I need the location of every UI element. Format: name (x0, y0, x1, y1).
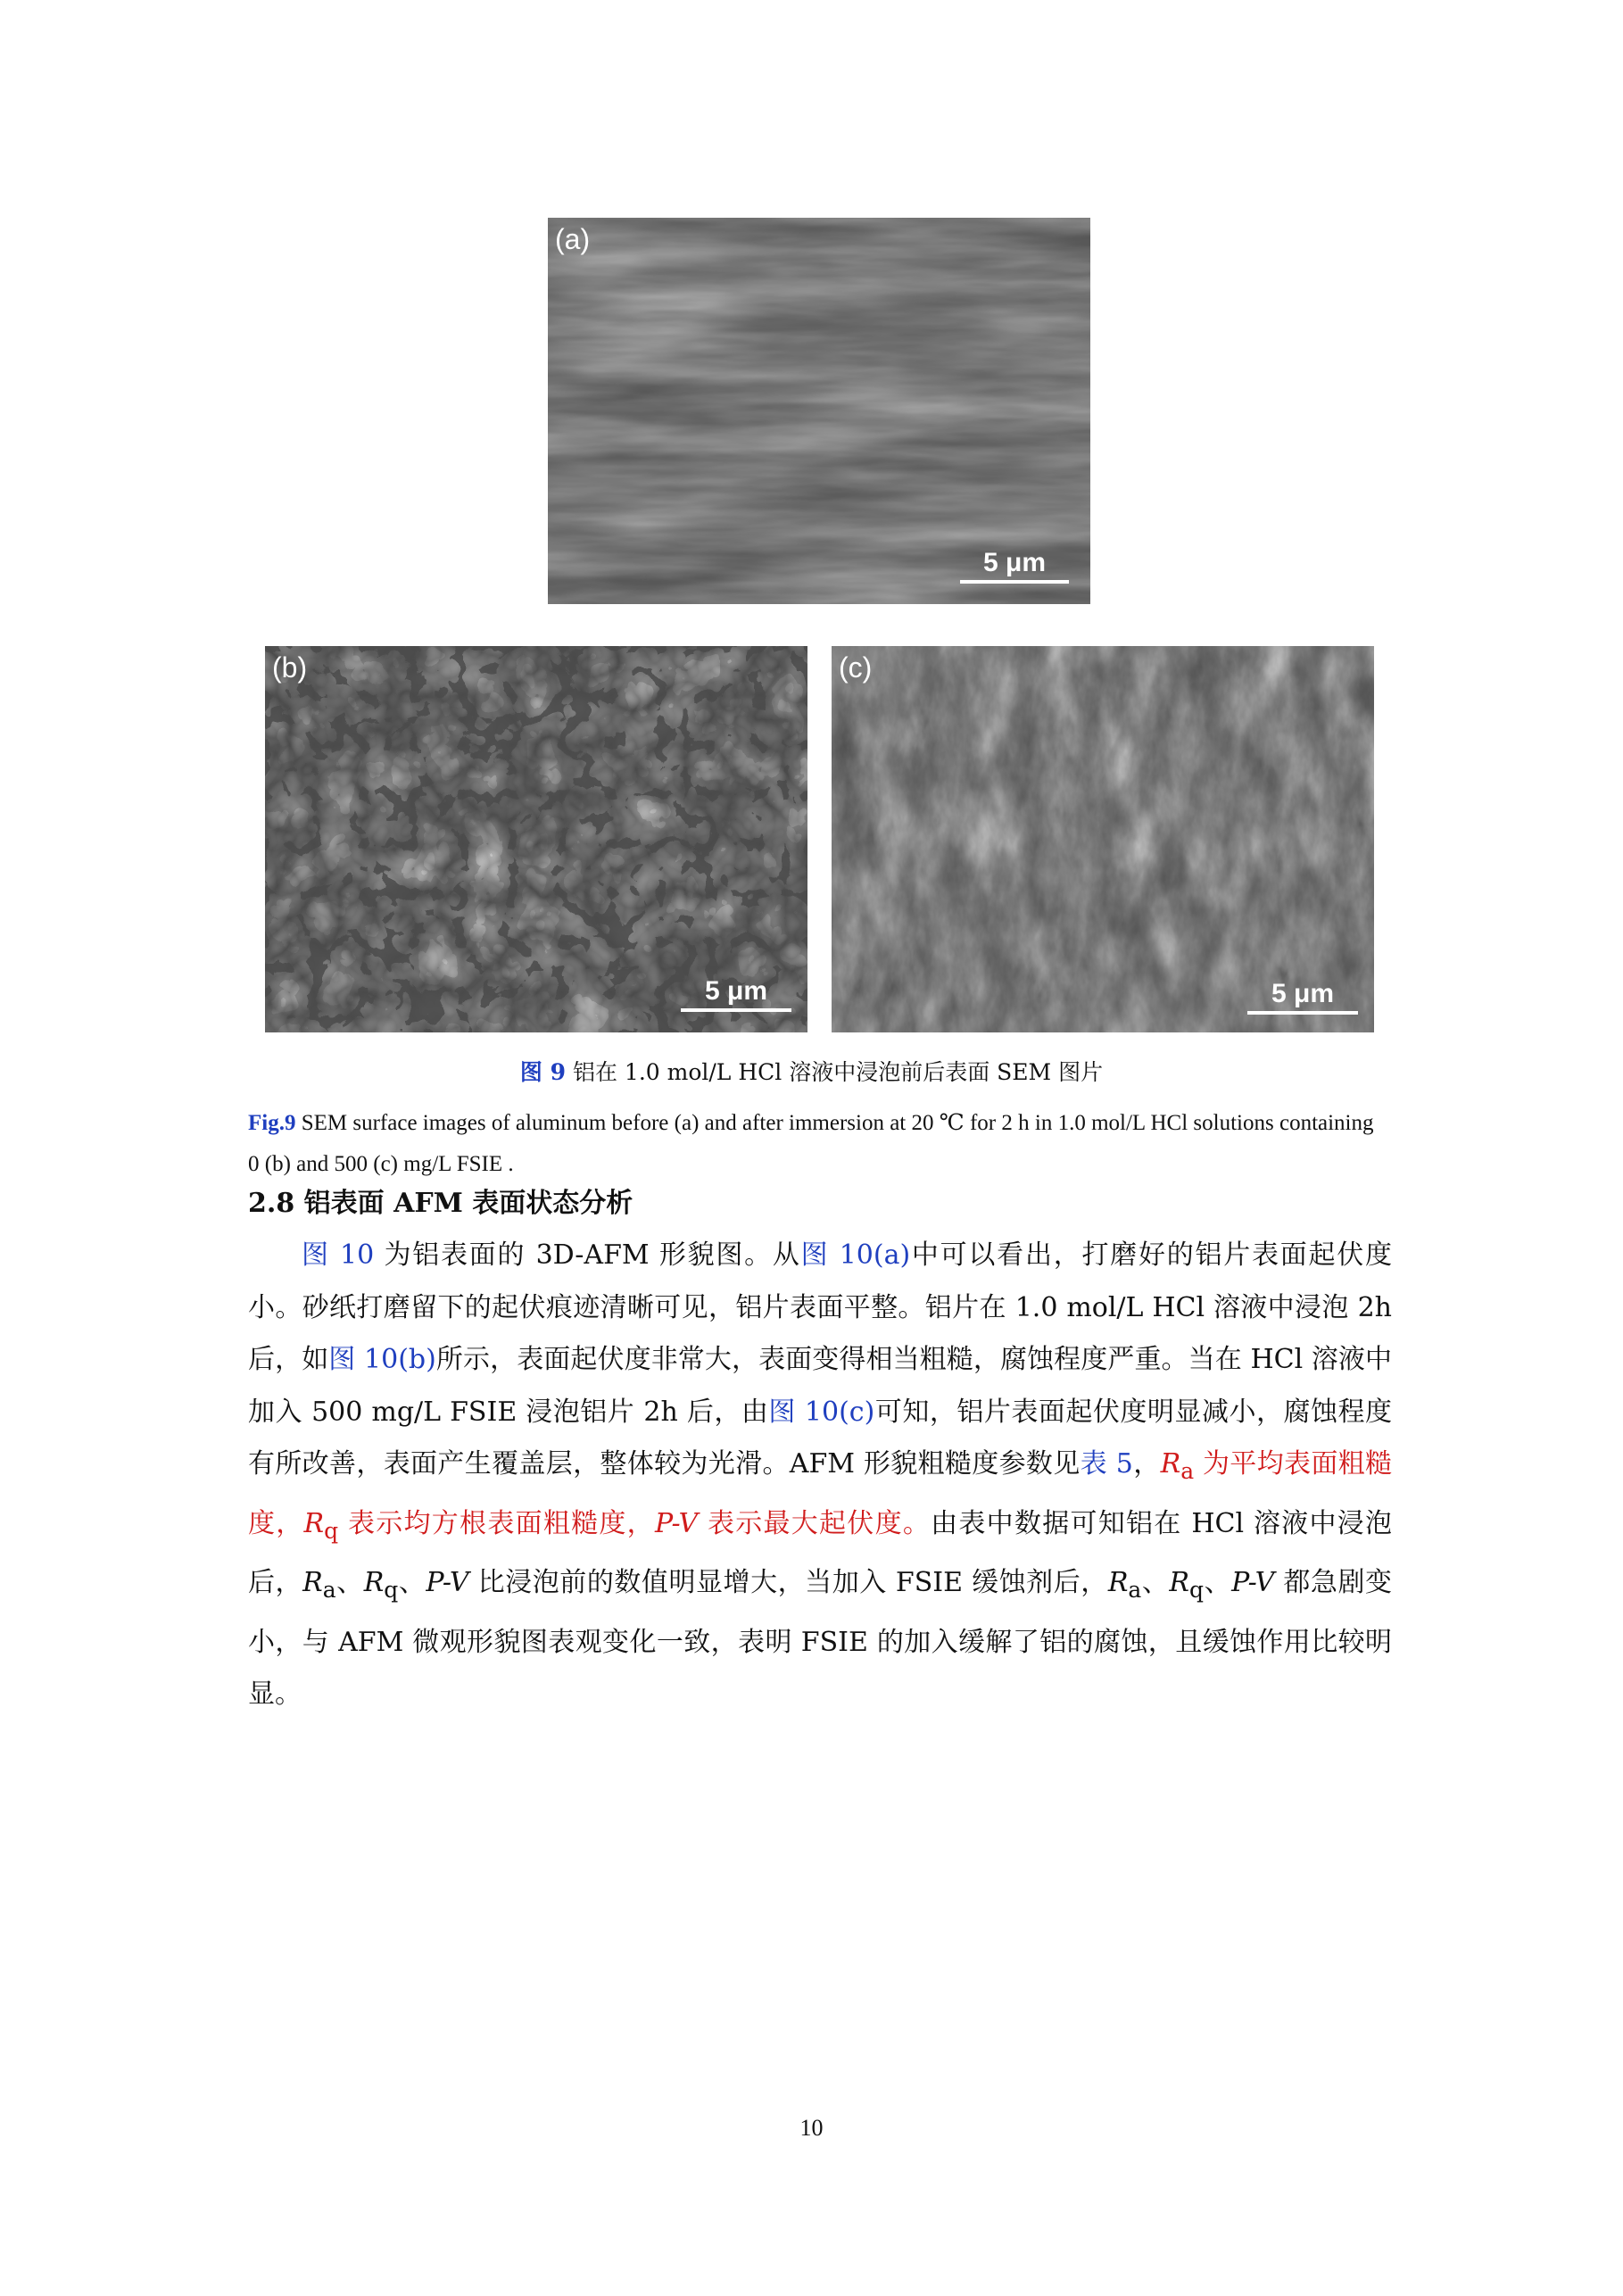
text-run: 所示，表面起伏度非常大，表面变得相当粗糙，腐蚀程度严重。当在 HCl 溶液中加入 500 mg/L FSIE 浸泡铝片 2h 后，由 (248, 1344, 1393, 1428)
symbol-pv: P-V (426, 1567, 469, 1598)
figure-number-cn: 图 9 (519, 1059, 567, 1085)
symbol-r: R (363, 1567, 385, 1598)
ref-fig-10[interactable]: 图 10 (302, 1239, 375, 1271)
figure-caption-en (248, 1103, 1390, 1185)
text-run: 为铝表面的 3D-AFM 形貌图。从 (374, 1239, 801, 1271)
ref-fig-10b[interactable]: 图 10(b) (328, 1344, 436, 1375)
section-heading: 2.8 铝表面 AFM 表面状态分析 (248, 1188, 633, 1219)
scale-label-a: 5 μm (982, 548, 1047, 577)
text-run: 为平均表面粗糙度， (248, 1448, 1393, 1539)
subscript-q: q (384, 1577, 399, 1603)
subscript-q: q (324, 1517, 339, 1544)
panel-label-a: (a) (555, 223, 591, 255)
text-run: 中可以看出，打磨好的铝片表面起伏度小。砂纸打磨留下的起伏痕迹清晰可见，铝片表面平整。铝片在 1.0 mol/L HCl 溶液中浸泡 2h 后，如 (248, 1239, 1392, 1375)
symbol-r: R (1107, 1567, 1129, 1598)
symbol-r: R (1160, 1448, 1181, 1480)
ref-fig-10a[interactable]: 图 10(a) (800, 1239, 911, 1271)
sem-texture-a (548, 218, 1090, 604)
panel-label-b: (b) (272, 651, 308, 684)
text-run: 由表中数据可知铝在 HCl 溶液中浸泡后， (248, 1507, 1392, 1598)
subscript-a: a (322, 1577, 336, 1603)
scale-bar-a (960, 548, 1069, 584)
text-run: 表示均方根表面粗糙度， (338, 1507, 655, 1539)
text-run: 、 (398, 1567, 426, 1598)
scale-line-a (960, 580, 1069, 584)
ref-fig-10c[interactable]: 图 10(c) (768, 1396, 875, 1428)
text-run: ， (1132, 1448, 1161, 1480)
text-run: 、 (1141, 1567, 1170, 1598)
text-run: 都急剧变小，与 AFM 微观形貌图表观变化一致，表明 FSIE 的加入缓解了铝的腐蚀，且缓蚀作用比较明显。 (248, 1567, 1393, 1710)
figure-caption-en-text: SEM surface images of aluminum before (a) and after immersion at 20 ℃ for 2 h in 1.0 mol/L HCl solutions containing 0 (b) and 500 (c) mg/L FSIE . (248, 1111, 1374, 1176)
body-paragraph (248, 1230, 1392, 1721)
symbol-r: R (302, 1567, 323, 1598)
sem-image-a (548, 218, 1090, 604)
sem-image-c (832, 646, 1374, 1032)
sem-texture-b (265, 646, 807, 1032)
symbol-pv: P-V (1231, 1567, 1275, 1598)
figure-caption-cn (0, 1057, 1623, 1089)
symbol-r: R (303, 1507, 325, 1539)
text-run: 、 (1204, 1567, 1232, 1598)
text-run: 、 (335, 1567, 364, 1598)
scale-label-b: 5 μm (704, 976, 768, 1006)
text-run: 比浸泡前的数值明显增大，当加入 FSIE 缓蚀剂后， (468, 1567, 1108, 1598)
scale-bar-b (681, 976, 791, 1012)
text-run: 可知，铝片表面起伏度明显减小，腐蚀程度有所改善，表面产生覆盖层，整体较为光滑。AFM 形貌粗糙度参数见 (248, 1396, 1393, 1480)
panel-label-c: (c) (839, 651, 873, 684)
figure-number-en: Fig.9 (248, 1111, 296, 1135)
scale-label-c: 5 μm (1271, 979, 1335, 1008)
subscript-q: q (1189, 1577, 1205, 1603)
sem-image-b (265, 646, 807, 1032)
scale-bar-c (1247, 979, 1358, 1015)
subscript-a: a (1128, 1577, 1142, 1603)
scale-line-b (681, 1008, 791, 1012)
figure-caption-cn-text: 铝在 1.0 mol/L HCl 溶液中浸泡前后表面 SEM 图片 (566, 1059, 1104, 1085)
page-number: 10 (799, 2115, 824, 2141)
sem-texture-c (832, 646, 1374, 1032)
subscript-a: a (1180, 1458, 1195, 1484)
symbol-pv: P-V (654, 1507, 699, 1539)
ref-table-5[interactable]: 表 5 (1080, 1448, 1133, 1480)
symbol-r: R (1169, 1567, 1190, 1598)
text-run: 表示最大起伏度。 (698, 1507, 932, 1539)
scale-line-c (1247, 1011, 1358, 1015)
